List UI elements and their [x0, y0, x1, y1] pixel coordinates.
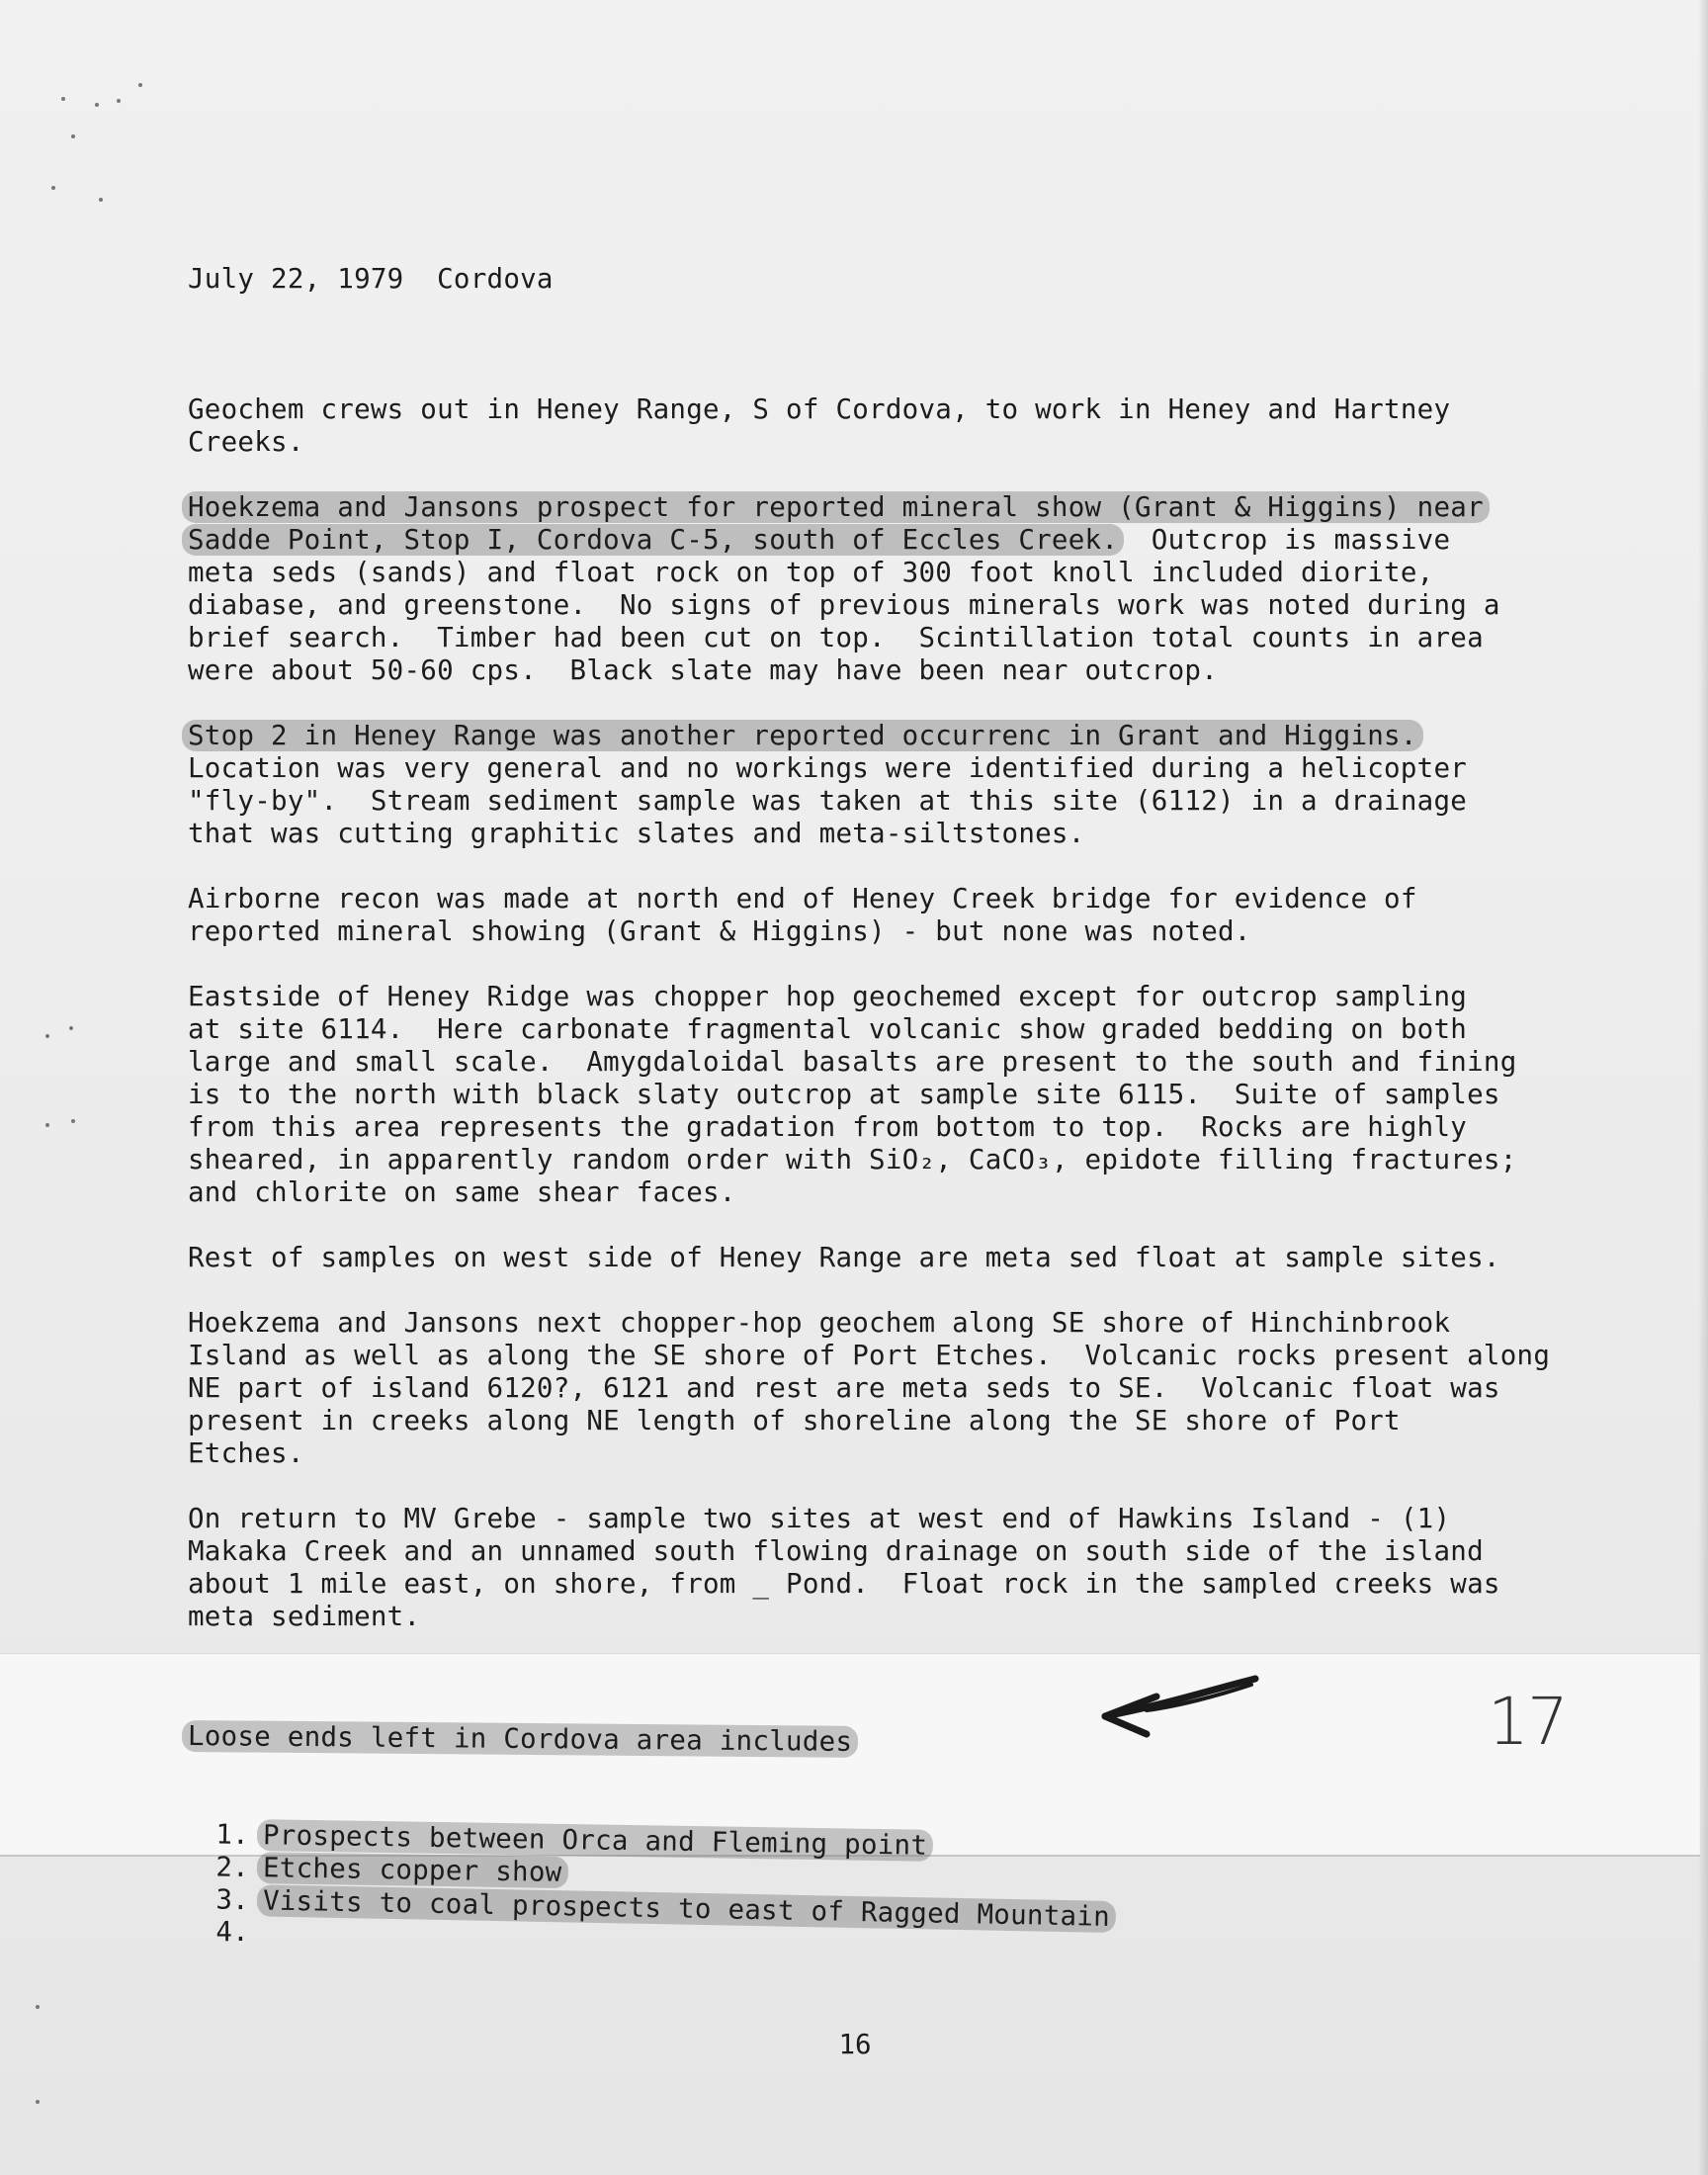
highlighted-text: Stop 2 in Heney Range was another reported occurrenc in Grant and Higgins.: [182, 720, 1423, 751]
text-line: reported mineral showing (Grant & Higgins) - but none was noted.: [188, 915, 1251, 947]
entry-heading: July 22, 1979 Cordova: [188, 263, 554, 295]
scan-speck: [45, 1034, 49, 1038]
item-number: 2.: [215, 1851, 250, 1883]
text-line: [188, 491, 1572, 524]
text-line: meta sediment.: [188, 1601, 421, 1632]
text-line: Creeks.: [188, 426, 304, 458]
text-line: Rest of samples on west side of Heney Range are meta sed float at sample sites.: [188, 1242, 1500, 1273]
paragraph: [188, 1503, 1572, 1633]
text-line: about 1 mile east, on shore, from _ Pond. Float rock in the sampled creeks was: [188, 1568, 1500, 1600]
text-line: that was cutting graphitic slates and meta-siltstones.: [188, 818, 1085, 849]
text-line: Location was very general and no workings were identified during a helicopter: [188, 752, 1468, 784]
paragraph: [188, 981, 1572, 1209]
scan-speck: [36, 2005, 40, 2009]
text-line: Etches.: [188, 1437, 304, 1469]
text-line: Hoekzema and Jansons next chopper-hop geochem along SE shore of Hinchinbrook: [188, 1307, 1451, 1339]
item-number: 3.: [215, 1883, 250, 1917]
scan-speck: [117, 99, 121, 103]
text-line: present in creeks along NE length of shoreline along the SE shore of Port: [188, 1405, 1401, 1436]
text-line: Geochem crews out in Heney Range, S of Cordova, to work in Heney and Hartney: [188, 393, 1451, 425]
loose-ends-list: [188, 1818, 1110, 1949]
item-text: Visits to coal prospects to east of Ragged Mountain: [257, 1884, 1117, 1933]
text-line: NE part of island 6120?, 6121 and rest are meta seds to SE. Volcanic float was: [188, 1372, 1500, 1404]
paragraph: [188, 1242, 1572, 1274]
text-line: sheared, in apparently random order with SiO₂, CaCO₃, epidote filling fractures;: [188, 1144, 1517, 1175]
text-line: "fly-by". Stream sediment sample was taken at this site (6112) in a drainage: [188, 785, 1468, 817]
paragraph: [188, 491, 1572, 687]
text-line: Airborne recon was made at north end of Heney Creek bridge for evidence of: [188, 883, 1417, 914]
text-line: Eastside of Heney Ridge was chopper hop geochemed except for outcrop sampling: [188, 981, 1468, 1012]
loose-ends-title: Loose ends left in Cordova area includes: [188, 1720, 1110, 1761]
handwritten-page-reference: 17: [1488, 1684, 1567, 1760]
scan-speck: [99, 198, 103, 202]
text-line: large and small scale. Amygdaloidal basalts are present to the south and fining: [188, 1046, 1517, 1078]
scan-speck: [51, 186, 55, 190]
text-line: and chlorite on same shear faces.: [188, 1176, 736, 1208]
text-line: Makaka Creek and an unnamed south flowing drainage on south side of the island: [188, 1535, 1484, 1567]
paragraph: [188, 883, 1572, 948]
scan-speck: [45, 1123, 49, 1127]
scan-speck: [61, 97, 65, 101]
scan-speck: [71, 1119, 75, 1123]
text-line: from this area represents the gradation from bottom to top. Rocks are highly: [188, 1111, 1468, 1143]
text-line: is to the north with black slaty outcrop at sample site 6115. Suite of samples: [188, 1079, 1500, 1110]
highlighted-text: Hoekzema and Jansons prospect for reported mineral show (Grant & Higgins) near: [182, 491, 1490, 523]
highlighted-text: Sadde Point, Stop I, Cordova C-5, south of Eccles Creek.: [182, 524, 1124, 556]
journal-entry: [188, 198, 1572, 1731]
text-line: diabase, and greenstone. No signs of previous minerals work was noted during a: [188, 589, 1500, 621]
paragraph: [188, 393, 1572, 459]
text-line: meta seds (sands) and float rock on top of 300 foot knoll included diorite,: [188, 557, 1434, 588]
loose-end-item: [188, 1916, 1110, 1949]
scan-speck: [71, 134, 75, 138]
scan-speck: [69, 1026, 73, 1030]
scan-speck: [36, 2100, 40, 2104]
item-number: 1.: [215, 1818, 250, 1851]
text-line: Island as well as along the SE shore of Port Etches. Volcanic rocks present along: [188, 1340, 1551, 1371]
page-number: 16: [838, 2029, 872, 2060]
item-text: Etches copper show: [257, 1852, 568, 1888]
text-line: brief search. Timber had been cut on top. Scintillation total counts in area: [188, 622, 1484, 653]
text-line: were about 50-60 cps. Black slate may have been near outcrop.: [188, 654, 1218, 686]
loose-ends-note: [188, 1655, 1110, 2014]
entry-paragraphs: [188, 393, 1572, 1633]
hand-drawn-arrow-icon: [1087, 1671, 1265, 1740]
paragraph: [188, 720, 1572, 850]
paragraph: [188, 1307, 1572, 1470]
text-line: [188, 524, 1572, 557]
scan-speck: [138, 83, 142, 87]
item-text: Prospects between Orca and Fleming point: [257, 1819, 934, 1862]
text-line: [188, 720, 1572, 752]
text-line: On return to MV Grebe - sample two sites at west end of Hawkins Island - (1): [188, 1503, 1451, 1534]
scan-speck: [95, 103, 99, 107]
item-number: 4.: [215, 1916, 249, 1948]
text-rest: Outcrop is massive: [1118, 524, 1451, 556]
text-line: at site 6114. Here carbonate fragmental volcanic show graded bedding on both: [188, 1013, 1468, 1045]
